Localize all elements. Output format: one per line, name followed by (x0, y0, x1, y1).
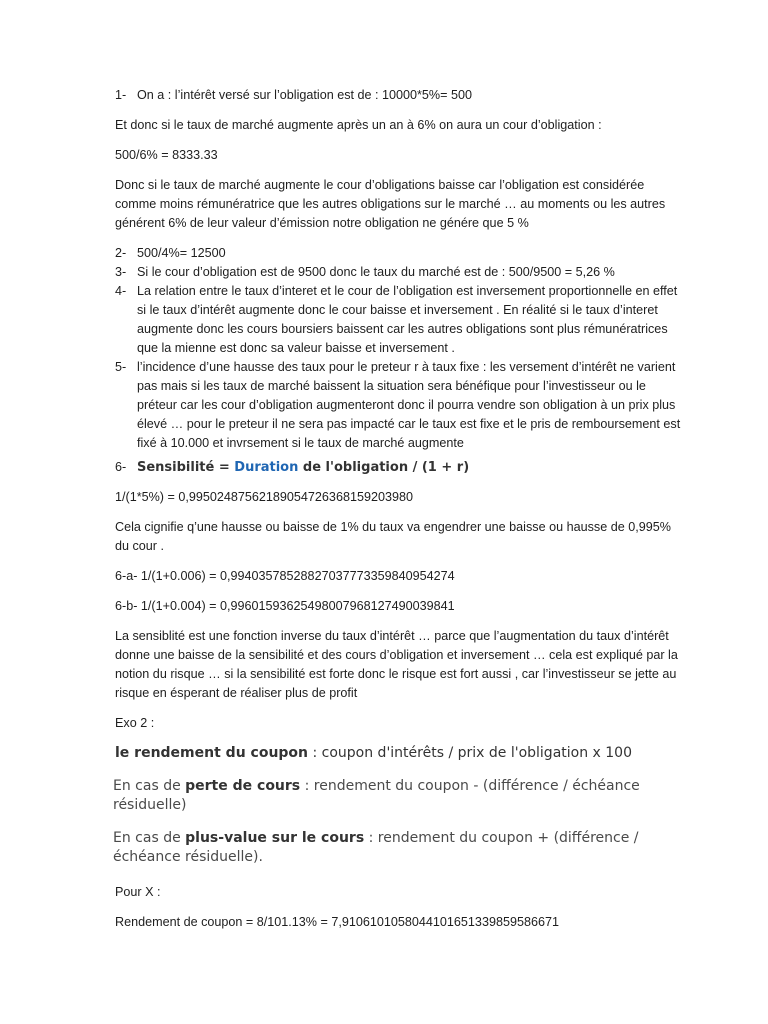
item-number: 3- (115, 265, 127, 279)
list-item (115, 244, 685, 263)
item-text: Si le cour d’obligation est de 9500 donc le taux du marché est de : 500/9500 = 5,26 % (137, 265, 615, 279)
sensibility-text (137, 458, 685, 477)
sens-part2: de l'obligation / (1 + r) (298, 460, 470, 475)
item-number: 5- (115, 360, 127, 374)
perte-rest: : rendement du coupon - (différence / échéance résiduelle) (113, 778, 640, 813)
perte-term: perte de cours (185, 778, 301, 794)
sens-part1: Sensibilité = (137, 460, 235, 475)
list-item (115, 282, 685, 358)
plus-rest: : rendement du coupon + (différence / échéance résiduelle). (113, 830, 639, 865)
perte-pre: En cas de (113, 778, 186, 794)
duration-link: Duration (234, 460, 299, 475)
item-number: 6- (115, 460, 127, 474)
paragraph-cela: Cela cignifie q’une hausse ou baisse de 1% du taux va engendrer une baisse ou hausse de 0,995% du cour . (115, 520, 671, 553)
list-item (115, 358, 685, 453)
item-number: 2- (115, 246, 127, 260)
item-text: On a : l’intérêt versé sur l’obligation est de : 10000*5%= 500 (137, 88, 472, 102)
document-body (115, 86, 685, 943)
paragraph-calc: 500/6% = 8333.33 (115, 148, 218, 162)
paragraph-explain: Donc si le taux de marché augmente le cour d’obligations baisse car l’obligation est considérée comme moins rémunératrice que les autres obligations sur le marché … au moments ou les autres générent 6% de leur valeur d’émission notre obligation ne génére que 5 % (115, 178, 666, 230)
paragraph-6b: 6-b- 1/(1+0.004) = 0,99601593625498007968127490039841 (115, 599, 455, 613)
paragraph-rendement-x: Rendement de coupon = 8/101.13% = 7,9106101058044101651339859586671 (115, 915, 559, 929)
item-number: 4- (115, 284, 127, 298)
item-text: 500/4%= 12500 (137, 246, 226, 260)
item-number: 1- (115, 88, 127, 102)
paragraph-sensibility: La sensiblité est une fonction inverse du taux d’intérêt … parce que l’augmentation du taux d’intérêt donne une baisse de la sensibilité et des cours d’obligation et inversement … cela est expliqué par la notion du risque … si la sensibilité est forte donc le risque est fort aussi , car l’investisseur se jette au risque en ésperant de réaliser plus de profit (115, 629, 678, 700)
plus-pre: En cas de (113, 830, 186, 846)
list-item (115, 263, 685, 282)
item-text: l’incidence d’une hausse des taux pour le preteur r à taux fixe : les versement d’intérêt ne varient pas mais si les taux de marché baissent la situation sera bénéfique pour l’investisseur ou le préteur car les cour d’obligation augmenteront donc il pourra vendre son obligation à un prix plus élevé … pour le preteur il ne sera pas impacté car le taux est fixe et le pris de remboursement est fixé à 10.000 et invrsement si le taux de marché augmente (137, 360, 681, 450)
rendement-term: le rendement du coupon (115, 745, 309, 761)
paragraph-6a: 6-a- 1/(1+0.006) = 0,99403578528827037773359840954274 (115, 569, 455, 583)
paragraph-pour-x: Pour X : (115, 885, 161, 899)
perte-definition (113, 777, 685, 815)
plus-value-definition (113, 829, 685, 867)
numbered-list (115, 244, 685, 453)
plus-term: plus-value sur le cours (185, 830, 365, 846)
paragraph-market-rise: Et donc si le taux de marché augmente après un an à 6% on aura un cour d’obligation : (115, 118, 602, 132)
rendement-definition (115, 744, 685, 763)
sensibility-formula (115, 458, 685, 477)
paragraph-exo2: Exo 2 : (115, 716, 155, 730)
paragraph-formula: 1/(1*5%) = 0,99502487562189054726368159203980 (115, 490, 413, 504)
item-text: La relation entre le taux d’interet et le cour de l’obligation est inversement proportionnelle en effet si le taux d’intérêt augmente donc le cour baisse et inversement . En réalité si le taux d’interet augmente donc les cours boursiers baissent car les autres obligations sont plus rémunératrices que la mienne est donc sa valeur baisse et inversement . (137, 284, 678, 355)
rendement-rest: : coupon d'intérêts / prix de l'obligation x 100 (308, 745, 632, 761)
intro-item (115, 86, 685, 105)
